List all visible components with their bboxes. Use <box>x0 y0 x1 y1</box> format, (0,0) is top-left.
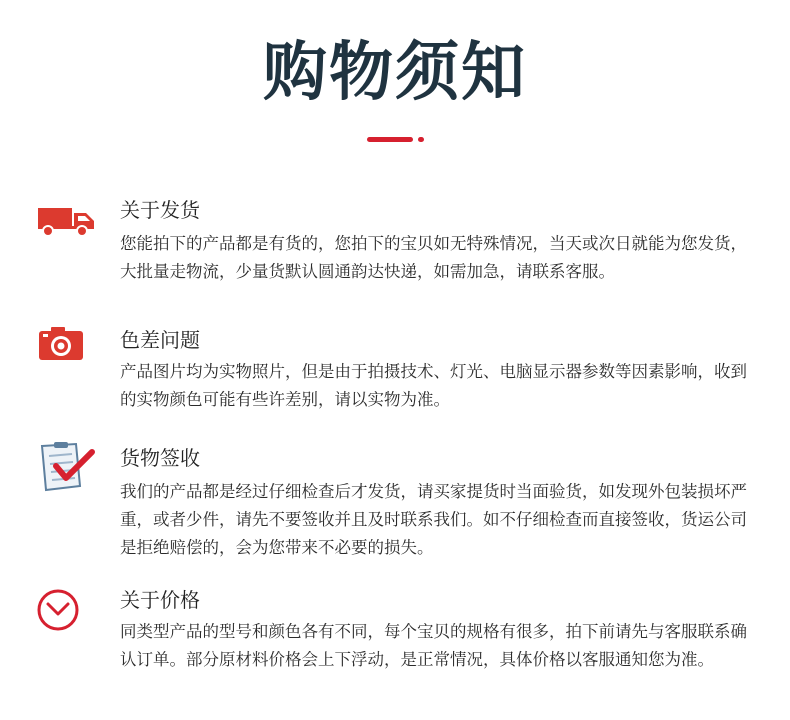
section-heading: 色差问题 <box>120 328 200 352</box>
clipboard-check-icon <box>36 442 96 494</box>
section-body: 我们的产品都是经过仔细检查后才发货，请买家提货时当面验货，如发现外包装损坏严重，或者少件，请先不要签收并且及时联系我们。如不仔细检查而直接签收，货运公司是拒绝赔偿的，会为您带来不必要的损失。 <box>120 482 747 557</box>
clock-icon <box>36 588 80 632</box>
section-body: 产品图片均为实物照片，但是由于拍摄技术、灯光、电脑显示器参数等因素影响，收到的实物颜色可能有些许差别，请以实物为准。 <box>120 362 747 409</box>
title-underline-dot <box>418 137 424 142</box>
section-heading: 货物签收 <box>120 446 200 470</box>
title-underline <box>367 137 413 142</box>
section-body: 同类型产品的型号和颜色各有不同，每个宝贝的规格有很多，拍下前请先与客服联系确认订单。部分原材料价格会上下浮动，是正常情况，具体价格以客服通知您为准。 <box>120 622 747 669</box>
truck-icon <box>36 204 98 238</box>
section-body: 您能拍下的产品都是有货的，您拍下的宝贝如无特殊情况，当天或次日就能为您发货，大批量走物流，少量货默认圆通韵达快递，如需加急，请联系客服。 <box>120 234 747 281</box>
page-title: 购物须知 <box>263 36 527 110</box>
section-heading: 关于发货 <box>120 198 200 222</box>
section-heading: 关于价格 <box>120 588 200 612</box>
camera-icon <box>36 326 86 362</box>
